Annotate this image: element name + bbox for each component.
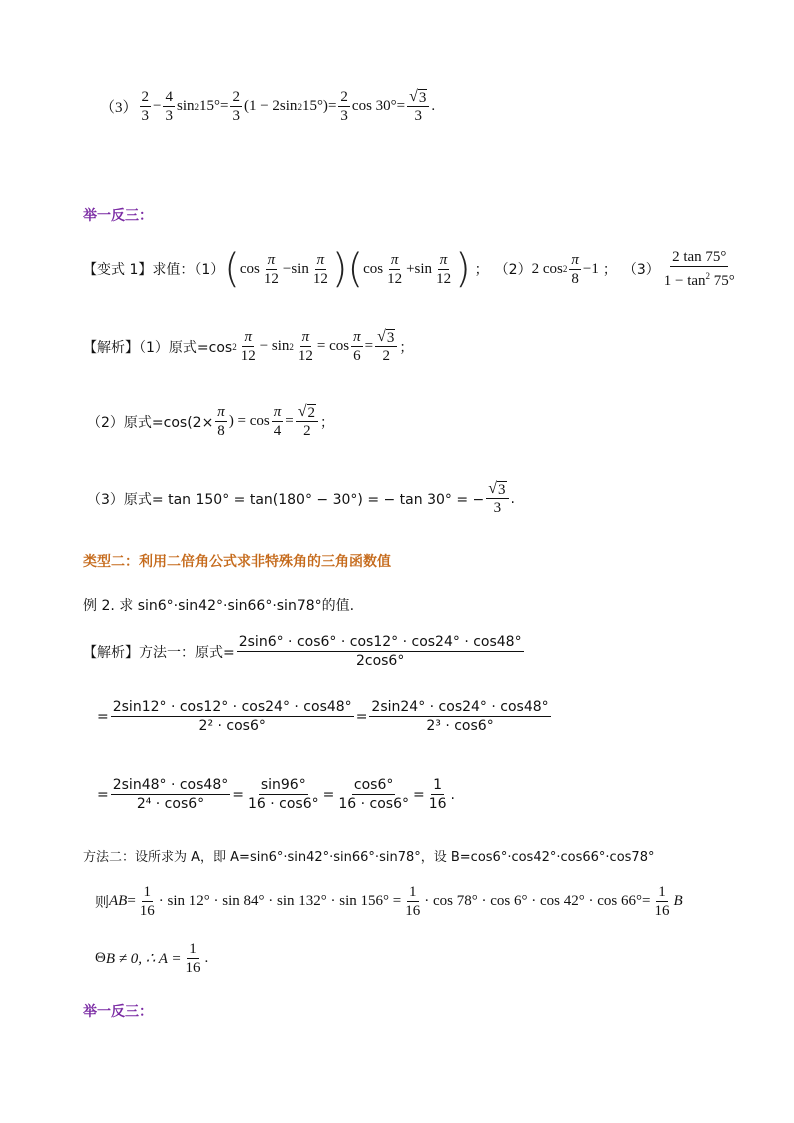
heading-practice-2: 举一反三：: [83, 1004, 153, 1020]
frac-2-3b: $\frac{2}{3}$: [232, 89, 240, 124]
solution1-line: 【解析】（1）原式=cos 2 $\frac{\pi}{12}$ − sin 2 $\frac{\pi}{12}$ = cos $\frac{\pi}{6}$ = √ 3 2 ；: [83, 328, 414, 364]
item3-label: （3）: [100, 100, 138, 116]
frac-sqrt3-3: √ 3 3: [407, 88, 429, 125]
method1-line2: = $\frac{2\sin 12^\circ \cdot \cos 12^\circ \cdot \cos 24^\circ \cdot \cos 48^\circ}{\text{2² · cos6°}}$ = $\frac{2\sin 24^\circ \cdot \cos 24^\circ \cdot \cos 48^\circ}{\text{2³ · cos6°}}$: [97, 699, 549, 734]
method1-line1: 【解析】方法一：原式= $\frac{2\sin 6^\circ \cdot \cos 6^\circ \cdot \cos 12^\circ \cdot \cos 24^\circ \cdot \cos 48^\circ}{2\cos 6^\circ}$: [83, 634, 522, 669]
example2: 例 2. 求 sin6°·sin42°·sin66°·sin78°的值.: [83, 598, 355, 614]
item3-line: （3） $\frac{2}{3}$ − $\frac{4}{3}$ sin 2 15° = $\frac{2}{3}$ (1 − 2sin 2 15°) = $\frac{2}{3}$ cos 30° = √ 3 3 .: [100, 88, 436, 124]
solution2-line: （2）原式=cos(2× $\frac{\pi}{8}$ ) = cos $\frac{\pi}{4}$ = √ 2 2 ；: [87, 403, 335, 439]
frac-2-3: $\frac{2}{3}$: [141, 89, 150, 124]
method1-line3: = $\frac{2\sin 48^\circ \cdot \cos 48^\circ}{\text{2⁴ · cos6°}}$ = $\frac{\sin 96^\circ}{16 \cdot \cos 6^\circ}$ = $\frac{\cos 6^\circ}{16 \cdot \cos 6^\circ}$ = $\frac{1}{16}$ .: [97, 777, 455, 812]
frac-2-3c: $\frac{2}{3}$: [340, 89, 348, 124]
variant1-label: 【变式 1】求值：（1）: [83, 262, 225, 278]
method2-line3: Θ B ≠ 0, ∴ A = $\frac{1}{16}$ .: [95, 941, 209, 976]
frac-4-3: $\frac{4}{3}$: [165, 89, 173, 124]
variant1-line: 【变式 1】求值：（1） ( cos $\frac{\pi}{12}$ − sin $\frac{\pi}{12}$ )( cos $\frac{\pi}{12}$ + sin $\frac{\pi}{12}$ ) ； （2） 2 cos 2 $\frac{\pi}{8}$ −1 ； （3） $\frac{2 \tan 75^\circ}{1 - \tan^2 75^\circ}$: [83, 246, 735, 292]
heading-practice-1: 举一反三：: [83, 208, 153, 224]
method2-line1: 方法二：设所求为 A，即 A=sin6°·sin42°·sin66°·sin78°，设 B=cos6°·cos42°·cos66°·cos78°: [83, 850, 655, 865]
heading-type2: 类型二：利用二倍角公式求非特殊角的三角函数值: [83, 554, 391, 570]
method2-line2: 则 AB = $\frac{1}{16}$ · sin 12° · sin 84° · sin 132° · sin 156° = $\frac{1}{16}$ · cos 78° · cos 6° · cos 42° · cos 66°= $\frac{1}{16}$ B: [95, 884, 683, 919]
solution3-line: （3）原式= tan 150° = tan(180° − 30°) = − tan 30° = − √ 3 3 .: [87, 480, 515, 516]
